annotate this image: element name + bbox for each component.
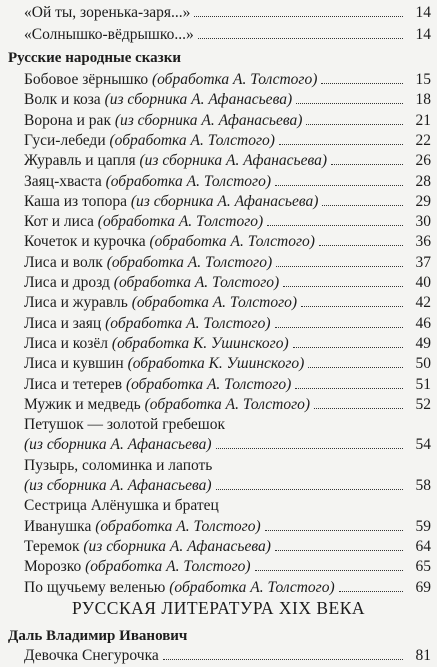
entry-note: (обработка А. Толстого) — [102, 253, 273, 271]
entry-title: Лиса и журавль — [24, 294, 128, 312]
entry-note: (обработка А. Толстого) — [101, 314, 271, 332]
entry-text — [24, 556, 251, 578]
toc-entry[interactable] — [0, 211, 437, 233]
dot-leader — [293, 347, 403, 348]
dot-leader — [321, 83, 403, 84]
dot-leader — [216, 489, 403, 490]
entry-text — [24, 414, 225, 436]
toc-entry[interactable] — [0, 313, 437, 335]
entry-text — [24, 110, 302, 132]
toc-entry[interactable] — [0, 333, 437, 355]
dot-leader — [296, 103, 403, 104]
toc-entry[interactable] — [0, 516, 437, 538]
entry-text — [24, 353, 304, 375]
entry-title: Волк и коза — [24, 91, 101, 109]
page-number: 59 — [415, 517, 431, 535]
toc-entry[interactable] — [0, 252, 437, 274]
toc-entry[interactable] — [0, 556, 437, 578]
entry-note: (из сборника А. Афанасьева) — [135, 152, 328, 170]
page-number: 30 — [415, 213, 431, 231]
entry-title: Мужик и медведь — [24, 395, 141, 413]
entry-text — [24, 150, 327, 172]
toc-entry[interactable] — [0, 475, 437, 497]
dot-leader — [314, 408, 403, 409]
entry-note: (из сборника А. Афанасьева) — [79, 537, 271, 555]
toc-entry[interactable] — [0, 130, 437, 152]
entry-note: (из сборника А. Афанасьева) — [24, 436, 212, 454]
entry-title: Бобовое зёрнышко — [24, 71, 149, 88]
entry-note: (обработка А. Толстого) — [81, 558, 251, 576]
page-number: 36 — [415, 233, 431, 251]
page-number: 65 — [415, 558, 431, 576]
entry-title: Петушок — золотой гребешок — [24, 416, 225, 434]
entry-note: (обработка А. Толстого) — [145, 233, 315, 251]
entry-note: (обработка А. Толстого) — [91, 517, 261, 535]
dot-leader — [198, 38, 403, 39]
page-number: 69 — [415, 578, 431, 596]
toc-entry[interactable] — [0, 191, 437, 213]
entry-text — [24, 333, 289, 355]
entry-note: (обработка А. Толстого) — [165, 578, 335, 596]
dot-leader — [331, 164, 403, 165]
entry-text — [24, 516, 261, 538]
entry-text — [24, 394, 310, 416]
entry-note: (обработка К. Ушинского) — [123, 355, 305, 373]
entry-title: Теремок — [24, 537, 80, 555]
dot-leader — [276, 266, 403, 267]
entry-text — [24, 231, 315, 253]
entry-note: (из сборника А. Афанасьева) — [24, 477, 212, 494]
entry-text — [24, 313, 271, 335]
toc-entry[interactable] — [0, 171, 437, 193]
entry-note: (из сборника А. Афанасьева) — [127, 192, 319, 210]
entry-text — [24, 171, 271, 193]
page-number: 21 — [415, 111, 431, 129]
dot-leader — [301, 306, 403, 307]
page-number: 42 — [415, 294, 431, 312]
dot-leader — [283, 286, 403, 287]
dot-leader — [255, 570, 403, 571]
entry-note: (обработка А. Толстого) — [109, 274, 280, 291]
page-number: 81 — [415, 647, 431, 664]
entry-text — [24, 495, 219, 517]
entry-text — [24, 69, 317, 91]
page-number: 26 — [415, 152, 431, 170]
entry-title: «Ой ты, зоренька-заря...» — [24, 4, 191, 21]
section-title: РУССКАЯ ЛИТЕРАТУРА XIX ВЕКА — [71, 598, 366, 618]
entry-title: Заяц-хваста — [24, 172, 102, 190]
page-number: 49 — [415, 334, 431, 352]
dot-leader — [306, 124, 403, 125]
entry-title: Лиса и заяц — [24, 314, 102, 332]
entry-title: Кот и лиса — [24, 213, 94, 231]
entry-text — [24, 434, 212, 456]
entry-text — [24, 2, 190, 24]
toc-entry[interactable] — [0, 353, 437, 375]
entry-text — [24, 292, 297, 314]
toc-entry[interactable] — [0, 645, 437, 667]
dot-leader — [322, 205, 403, 206]
entry-note: (обработка А. Толстого) — [101, 172, 271, 190]
entry-text — [24, 536, 271, 558]
entry-text — [24, 191, 318, 213]
dot-leader — [267, 225, 403, 226]
toc-entry[interactable] — [0, 110, 437, 132]
entry-text — [24, 89, 292, 111]
toc-entry[interactable] — [0, 272, 437, 294]
entry-title: Журавль и цапля — [24, 152, 136, 170]
toc-entry[interactable] — [0, 69, 437, 91]
entry-text — [24, 374, 291, 396]
page-number: 22 — [415, 131, 431, 149]
entry-note: (обработка К. Ушинского) — [108, 334, 289, 352]
page-number: 14 — [415, 26, 431, 43]
dot-leader — [339, 591, 403, 592]
entry-note: (обработка А. Толстого) — [105, 131, 275, 149]
toc-entry[interactable] — [0, 150, 437, 172]
page-number: 14 — [415, 4, 431, 21]
entry-text — [24, 252, 272, 274]
page-number: 28 — [415, 172, 431, 190]
entry-title: Сестрица Алёнушка и братец — [24, 497, 219, 515]
dot-leader — [275, 185, 403, 186]
entry-note: (обработка А. Толстого) — [122, 375, 292, 393]
entry-title: Лиса и дрозд — [24, 274, 110, 291]
entry-title: Иванушка — [24, 517, 92, 535]
entry-title: Каша из топора — [24, 192, 127, 210]
toc-entry[interactable] — [0, 495, 437, 517]
dot-leader — [275, 327, 403, 328]
entry-note: (обработка А. Толстого) — [148, 71, 318, 88]
page-number: 50 — [415, 355, 431, 373]
section-heading: Русские народные сказки — [8, 50, 181, 66]
toc-entry[interactable] — [0, 414, 437, 436]
dot-leader — [275, 550, 403, 551]
entry-title: Кочеток и курочка — [24, 233, 146, 251]
entry-title: Лиса и тетерев — [24, 375, 123, 393]
toc-entry[interactable] — [0, 536, 437, 558]
entry-note: (из сборника А. Афанасьева) — [110, 111, 303, 129]
page-number: 58 — [415, 477, 431, 494]
toc-entry[interactable] — [0, 2, 437, 24]
entry-note: (из сборника А. Афанасьева) — [100, 91, 293, 109]
page-number: 51 — [415, 375, 431, 393]
toc-entry[interactable] — [0, 374, 437, 396]
author-heading: Даль Владимир Иванович — [8, 628, 188, 644]
entry-title: Ворона и рак — [24, 111, 111, 129]
entry-text — [24, 475, 212, 497]
page-number: 64 — [415, 537, 431, 555]
entry-text — [24, 130, 275, 152]
toc-entry[interactable] — [0, 394, 437, 416]
toc-entry[interactable] — [0, 292, 437, 314]
entry-note: (обработка А. Толстого) — [127, 294, 298, 312]
page-number: 37 — [415, 253, 431, 271]
entry-title: «Солнышко-вёдрышко...» — [24, 26, 194, 43]
toc-entry[interactable] — [0, 434, 437, 456]
dot-leader — [295, 388, 403, 389]
page-number: 15 — [415, 71, 431, 88]
entry-text — [24, 455, 212, 477]
entry-title: Лиса и козёл — [24, 334, 109, 352]
dot-leader — [265, 530, 403, 531]
entry-text — [24, 211, 263, 233]
entry-text — [24, 645, 159, 667]
toc-entry[interactable] — [0, 89, 437, 111]
entry-title: По щучьему веленью — [24, 578, 166, 596]
entry-title: Пузырь, соломинка и лапоть — [24, 456, 213, 474]
entry-title: Лиса и кувшин — [24, 355, 124, 373]
page-number: 54 — [415, 436, 431, 454]
dot-leader — [319, 245, 403, 246]
entry-title: Девочка Снегурочка — [24, 647, 159, 664]
toc-entry[interactable] — [0, 24, 437, 46]
entry-text — [24, 272, 279, 294]
dot-leader — [163, 659, 403, 660]
dot-leader — [194, 16, 403, 17]
toc-entry[interactable] — [0, 455, 437, 477]
page-number: 52 — [415, 395, 431, 413]
dot-leader — [216, 448, 403, 449]
entry-note: (обработка А. Толстого) — [93, 213, 264, 231]
page-number: 29 — [415, 192, 431, 210]
page-number: 46 — [415, 314, 431, 332]
page-number: 18 — [415, 91, 431, 109]
entry-title: Лиса и волк — [24, 253, 103, 271]
entry-title: Гуси-лебеди — [24, 131, 106, 149]
dot-leader — [308, 367, 403, 368]
entry-note: (обработка А. Толстого) — [140, 395, 311, 413]
page-number: 40 — [415, 274, 431, 291]
entry-title: Морозко — [24, 558, 82, 576]
dot-leader — [279, 144, 403, 145]
entry-text — [24, 24, 194, 46]
toc-entry[interactable] — [0, 231, 437, 253]
